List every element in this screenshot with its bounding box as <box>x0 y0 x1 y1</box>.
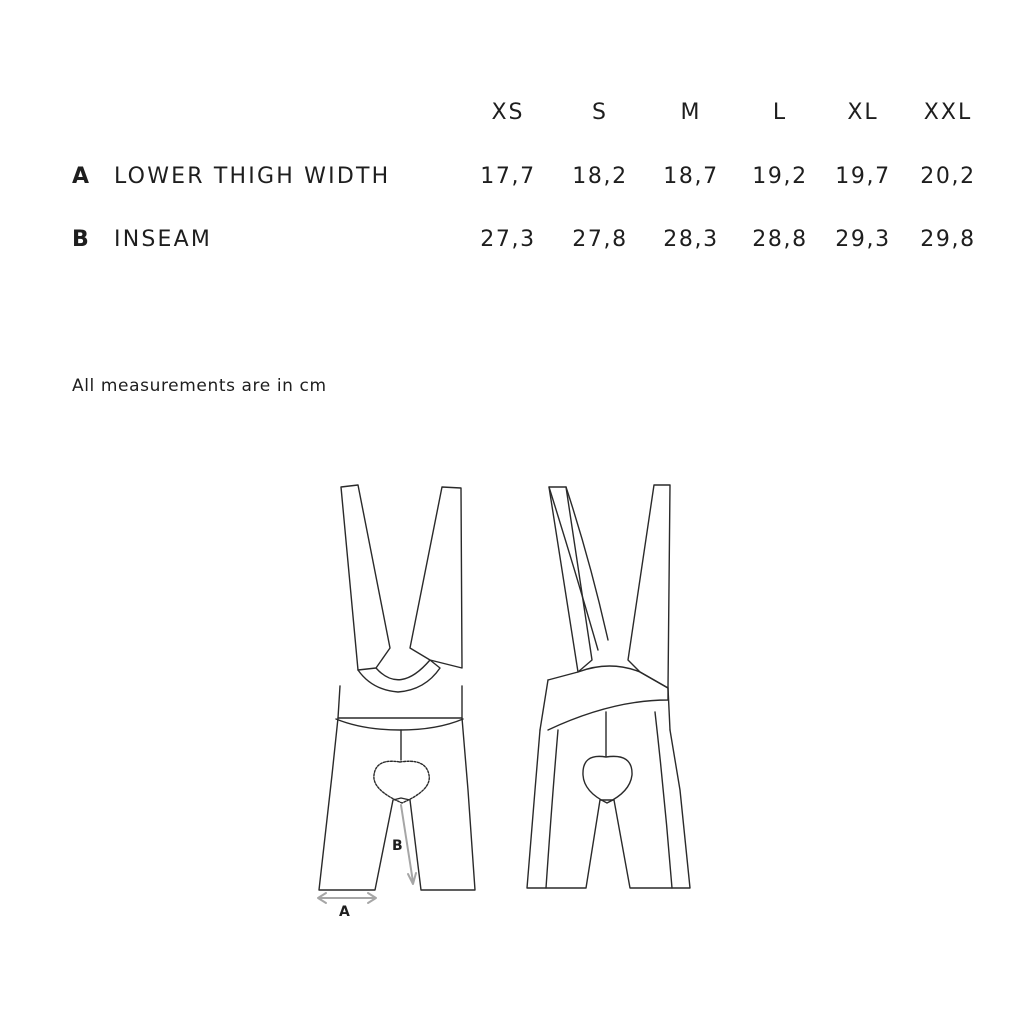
back-upper-body <box>540 680 670 730</box>
bib-shorts-diagram <box>300 470 720 940</box>
size-header-xl: XL <box>847 100 879 125</box>
size-header-xs: XS <box>491 100 525 125</box>
size-header-l: L <box>772 100 788 125</box>
measurement-unit-note: All measurements are in cm <box>72 376 327 396</box>
front-chest-opening <box>358 660 440 692</box>
table-cell: 29,8 <box>920 227 976 252</box>
table-cell: 18,7 <box>663 164 719 189</box>
back-yoke <box>548 666 668 730</box>
table-cell: 19,7 <box>835 164 891 189</box>
table-cell: 28,3 <box>663 227 719 252</box>
row-label-inseam: INSEAM <box>114 227 213 252</box>
inseam-measure-line <box>401 805 413 882</box>
back-chamois <box>583 756 632 803</box>
row-label-lower-thigh-width: LOWER THIGH WIDTH <box>114 164 391 189</box>
table-cell: 27,3 <box>480 227 536 252</box>
front-chamois <box>374 761 429 803</box>
back-side-panel-left <box>546 730 558 888</box>
row-marker-b: B <box>72 227 89 252</box>
back-right-strap <box>628 485 670 688</box>
front-left-strap <box>341 485 390 670</box>
table-cell: 28,8 <box>752 227 808 252</box>
table-cell: 27,8 <box>572 227 628 252</box>
front-waist-seam <box>336 719 463 730</box>
bib-shorts-back-view <box>527 485 690 888</box>
measure-marker-b: B <box>392 838 403 854</box>
measure-marker-a: A <box>339 904 350 920</box>
front-upper-panel <box>338 686 462 718</box>
back-side-panel-right <box>655 712 672 888</box>
back-left-strap <box>549 487 592 672</box>
table-cell: 19,2 <box>752 164 808 189</box>
table-cell: 20,2 <box>920 164 976 189</box>
table-cell: 18,2 <box>572 164 628 189</box>
size-header-m: M <box>680 100 702 125</box>
size-header-xxl: XXL <box>923 100 973 125</box>
front-leg-outline <box>319 718 475 890</box>
bib-shorts-front-view <box>318 485 475 920</box>
front-right-strap <box>410 487 462 668</box>
row-marker-a: A <box>72 164 90 189</box>
table-cell: 17,7 <box>480 164 536 189</box>
table-cell: 29,3 <box>835 227 891 252</box>
size-header-s: S <box>592 100 608 125</box>
